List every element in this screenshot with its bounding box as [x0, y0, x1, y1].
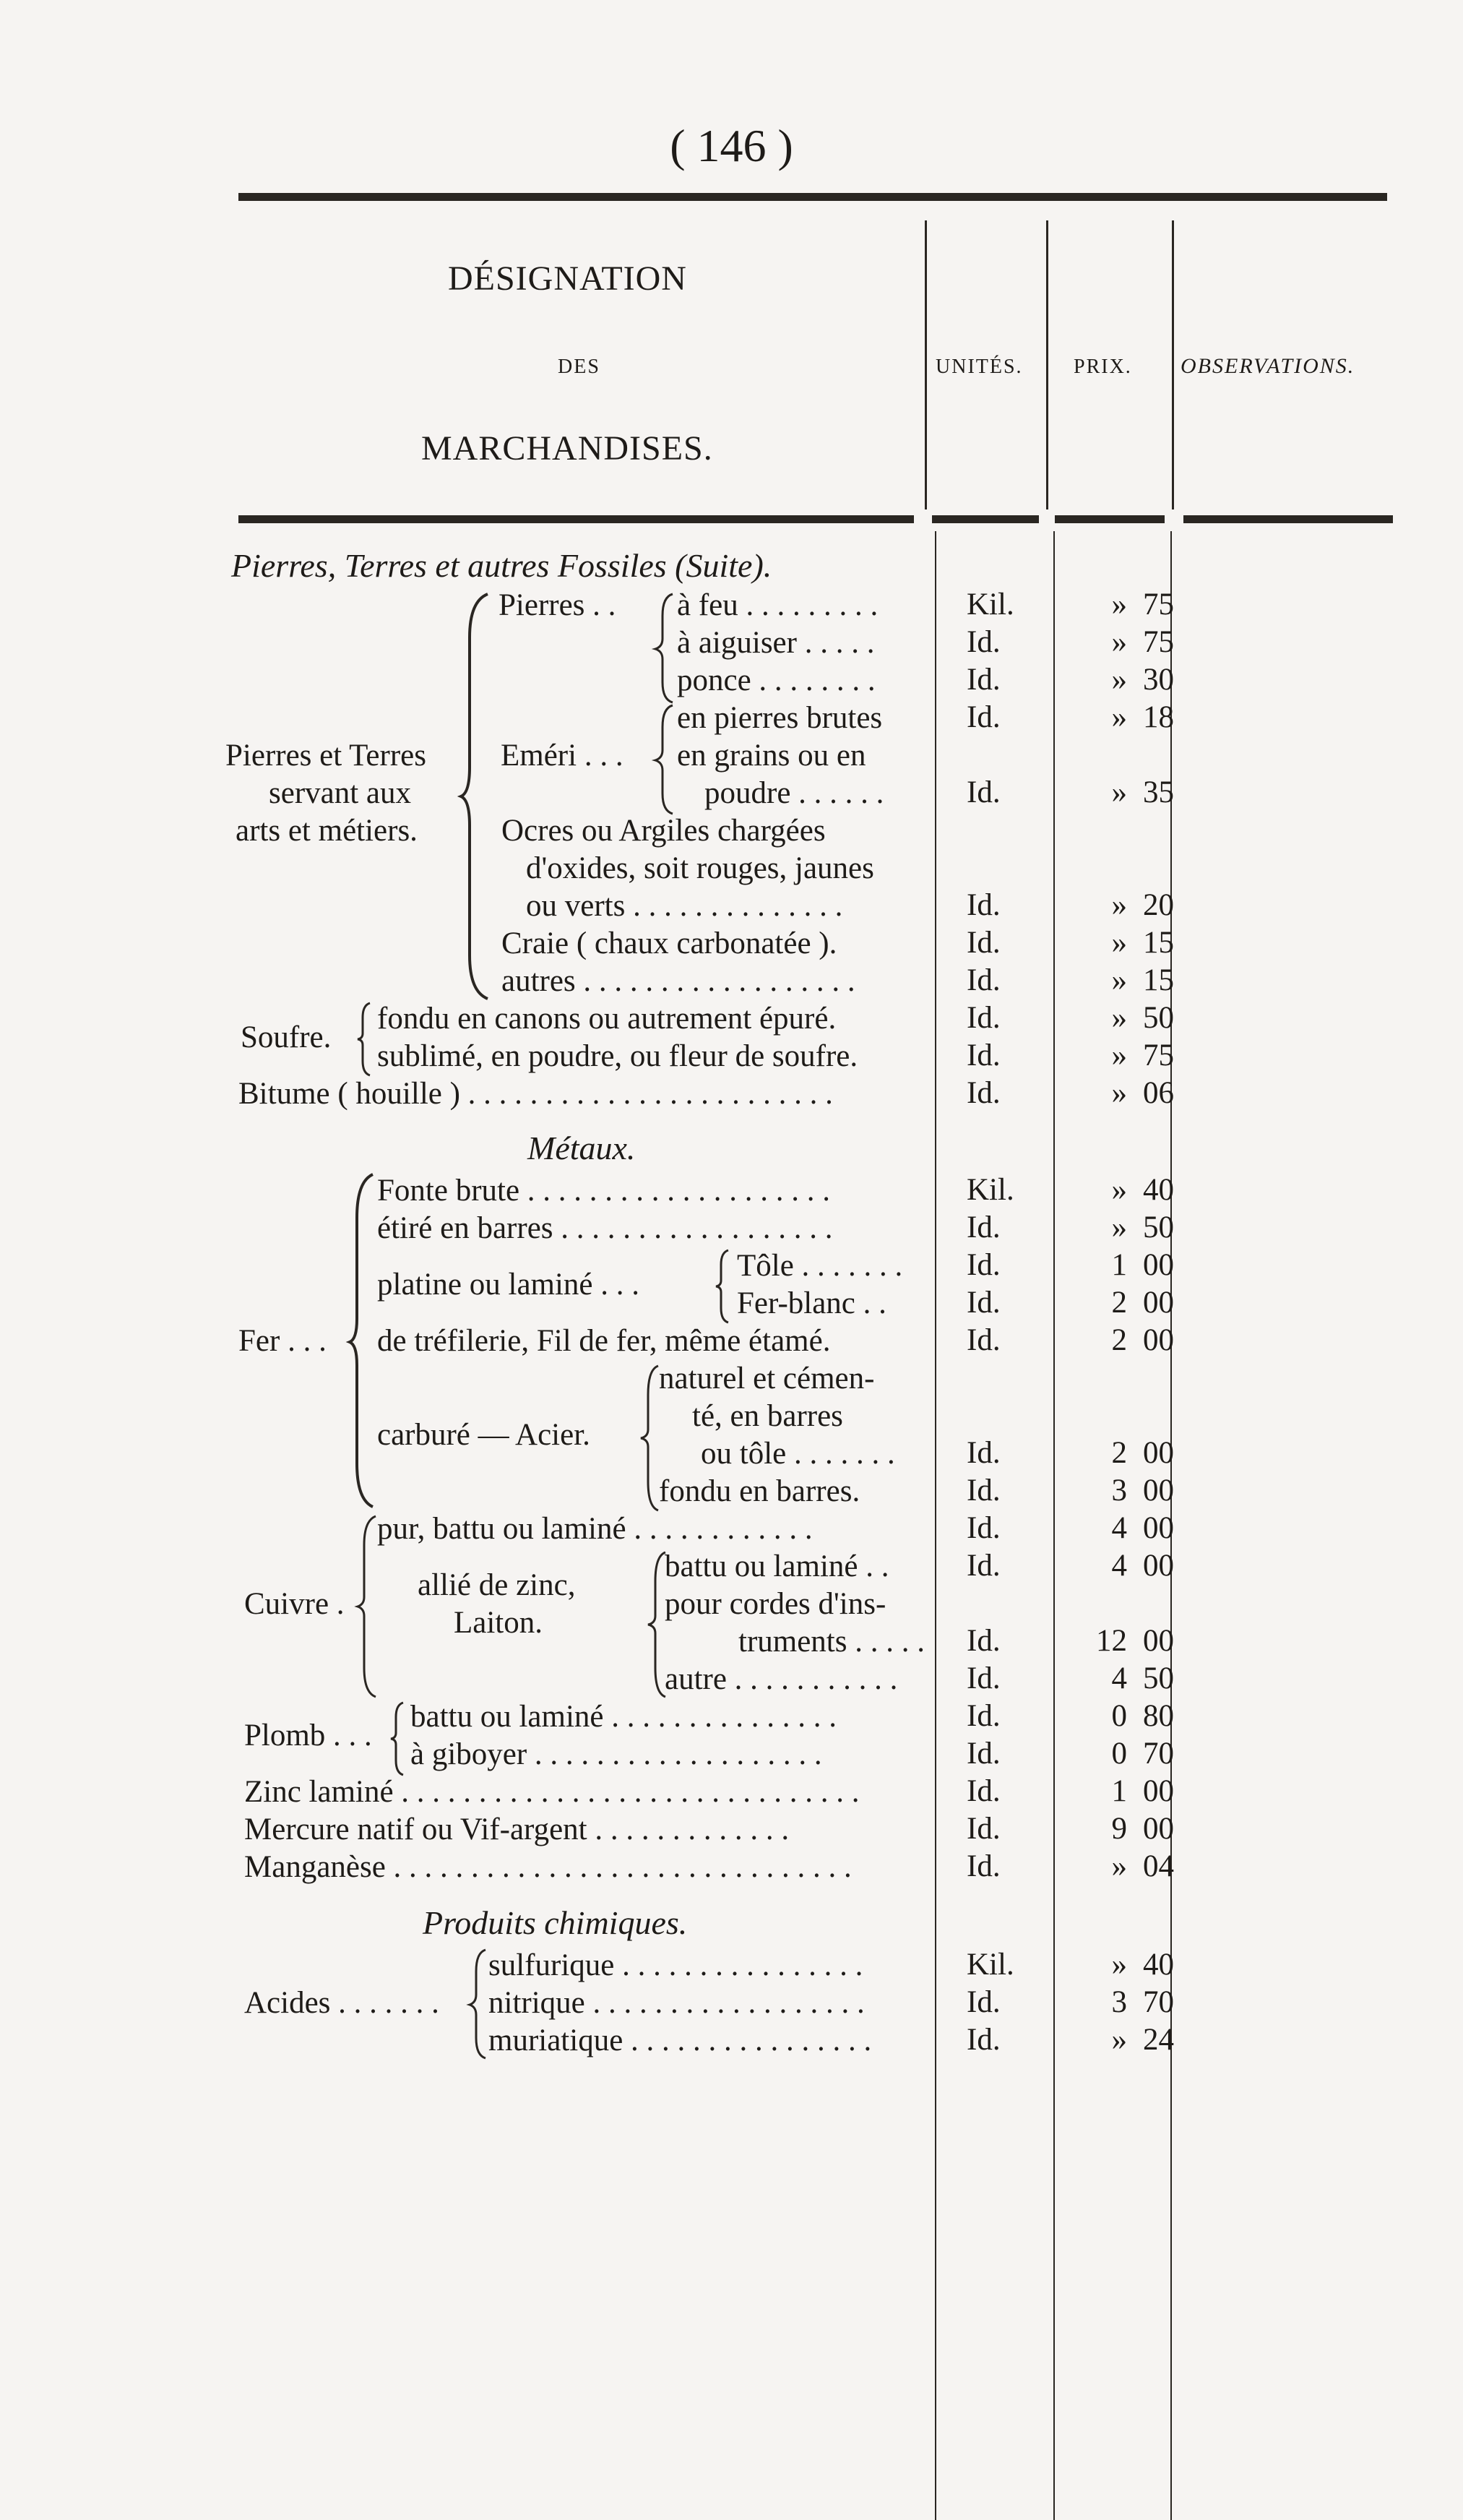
- group-label-cuivre: Cuivre .: [244, 1587, 345, 1621]
- item-text: Fonte brute . . . . . . . . . . . . . . . . . . . .: [377, 1174, 831, 1208]
- item-text: ponce . . . . . . . .: [677, 663, 876, 697]
- price-decimal: 30: [1143, 663, 1174, 697]
- price-integer: 3: [1111, 1474, 1127, 1508]
- item-text: Craie ( chaux carbonatée ).: [501, 926, 837, 960]
- unit-cell: Id.: [967, 1001, 1001, 1035]
- price-integer: 4: [1111, 1661, 1127, 1695]
- unit-cell: Id.: [967, 1248, 1001, 1282]
- header-prix: PRIX.: [1074, 356, 1132, 378]
- price-decimal: 06: [1143, 1076, 1174, 1110]
- price-decimal: 00: [1143, 1286, 1174, 1320]
- price-integer: »: [1111, 1849, 1127, 1883]
- header-rule-observations: [1183, 515, 1393, 523]
- price-integer: »: [1111, 663, 1127, 697]
- brace-plomb: [390, 1703, 406, 1779]
- unit-cell: Kil.: [967, 588, 1014, 622]
- brace-emeri: [654, 705, 676, 817]
- column-divider-2: [1053, 531, 1055, 2520]
- unit-cell: Id.: [967, 625, 1001, 659]
- item-text: truments . . . . .: [738, 1625, 925, 1659]
- brace-soufre: [357, 1003, 373, 1079]
- unit-cell: Id.: [967, 1076, 1001, 1110]
- column-divider-3-top: [1172, 220, 1174, 509]
- item-text: en pierres brutes: [677, 701, 883, 735]
- unit-cell: Id.: [967, 1985, 1001, 2019]
- item-text: d'oxides, soit rouges, jaunes: [526, 851, 874, 885]
- price-integer: 9: [1111, 1812, 1127, 1846]
- price-integer: »: [1111, 775, 1127, 809]
- price-integer: »: [1111, 1076, 1127, 1110]
- unit-cell: Kil.: [967, 1948, 1014, 1982]
- unit-cell: Id.: [967, 1699, 1001, 1733]
- unit-cell: Id.: [967, 1323, 1001, 1357]
- header-rule-unites: [932, 515, 1039, 523]
- unit-cell: Id.: [967, 1661, 1001, 1695]
- unit-cell: Id.: [967, 1549, 1001, 1583]
- price-integer: »: [1111, 926, 1127, 960]
- brace-platine: [715, 1250, 731, 1326]
- unit-cell: Id.: [967, 1286, 1001, 1320]
- item-text: nitrique . . . . . . . . . . . . . . . . . .: [488, 1986, 865, 2020]
- price-decimal: 50: [1143, 1001, 1174, 1035]
- item-text: Tôle . . . . . . .: [737, 1249, 903, 1283]
- price-integer: 4: [1111, 1511, 1127, 1545]
- price-decimal: 00: [1143, 1624, 1174, 1658]
- price-integer: 2: [1111, 1323, 1127, 1357]
- item-text: à giboyer . . . . . . . . . . . . . . . . . . .: [410, 1737, 822, 1771]
- item-text: té, en barres: [692, 1399, 843, 1433]
- item-text: Mercure natif ou Vif-argent . . . . . . . . . . . . .: [244, 1812, 790, 1846]
- section-title-chimiques: Produits chimiques.: [423, 1904, 688, 1941]
- price-decimal: 35: [1143, 775, 1174, 809]
- sub-label-pierres: Pierres . .: [499, 588, 616, 622]
- price-decimal: 00: [1143, 1248, 1174, 1282]
- price-decimal: 75: [1143, 588, 1174, 622]
- price-integer: »: [1111, 1173, 1127, 1207]
- item-text: ou tôle . . . . . . .: [701, 1437, 895, 1471]
- price-decimal: 20: [1143, 888, 1174, 922]
- brace-pierres: [654, 594, 676, 706]
- group-label-arts: arts et métiers.: [236, 814, 418, 848]
- sub-label-platine: platine ou laminé . . .: [377, 1268, 640, 1302]
- price-decimal: 75: [1143, 625, 1174, 659]
- price-integer: »: [1111, 1001, 1127, 1035]
- brace-pierres-terres: [462, 594, 491, 1002]
- unit-cell: Id.: [967, 1624, 1001, 1658]
- price-decimal: 50: [1143, 1210, 1174, 1244]
- column-divider-2-top: [1046, 220, 1048, 509]
- header-unites: UNITÉS.: [936, 356, 1023, 378]
- item-text: fondu en barres.: [659, 1474, 860, 1508]
- item-text: pur, battu ou laminé . . . . . . . . . . . .: [377, 1512, 813, 1546]
- brace-cuivre: [357, 1516, 379, 1700]
- price-decimal: 18: [1143, 700, 1174, 734]
- item-text: autre . . . . . . . . . . .: [665, 1662, 898, 1696]
- unit-cell: Id.: [967, 926, 1001, 960]
- price-decimal: 40: [1143, 1173, 1174, 1207]
- price-decimal: 00: [1143, 1549, 1174, 1583]
- sub-label-carbure: carburé — Acier.: [377, 1418, 590, 1452]
- header-des: DES: [558, 356, 600, 378]
- group-label-soufre: Soufre.: [241, 1020, 332, 1054]
- item-text: sulfurique . . . . . . . . . . . . . . . .: [488, 1948, 863, 1982]
- item-text: Zinc laminé . . . . . . . . . . . . . . . . . . . . . . . . . . . . . .: [244, 1775, 860, 1809]
- price-decimal: 70: [1143, 1985, 1174, 2019]
- item-text: de tréfilerie, Fil de fer, même étamé.: [377, 1324, 831, 1358]
- price-decimal: 00: [1143, 1323, 1174, 1357]
- group-label-plomb: Plomb . . .: [244, 1719, 372, 1753]
- header-observations: OBSERVATIONS.: [1181, 354, 1355, 378]
- price-integer: »: [1111, 1038, 1127, 1072]
- brace-fer: [350, 1174, 376, 1510]
- price-decimal: 00: [1143, 1812, 1174, 1846]
- price-integer: 12: [1096, 1624, 1127, 1658]
- header-rule-prix: [1055, 515, 1165, 523]
- unit-cell: Kil.: [967, 1173, 1014, 1207]
- unit-cell: Id.: [967, 775, 1001, 809]
- unit-cell: Id.: [967, 1849, 1001, 1883]
- price-integer: »: [1111, 963, 1127, 997]
- price-decimal: 00: [1143, 1474, 1174, 1508]
- item-text: fondu en canons ou autrement épuré.: [377, 1002, 837, 1036]
- unit-cell: Id.: [967, 1436, 1001, 1470]
- price-decimal: 75: [1143, 1038, 1174, 1072]
- unit-cell: Id.: [967, 1511, 1001, 1545]
- item-text: battu ou laminé . . . . . . . . . . . . . . .: [410, 1700, 837, 1734]
- item-text: Ocres ou Argiles chargées: [501, 814, 826, 848]
- price-decimal: 04: [1143, 1849, 1174, 1883]
- group-label-pierres-terres: Pierres et Terres: [225, 739, 426, 773]
- price-integer: 2: [1111, 1436, 1127, 1470]
- unit-cell: Id.: [967, 2023, 1001, 2057]
- price-integer: »: [1111, 1210, 1127, 1244]
- item-text: à aiguiser . . . . .: [677, 626, 875, 660]
- item-text: poudre . . . . . .: [704, 776, 884, 810]
- brace-acides: [468, 1950, 488, 2062]
- price-integer: »: [1111, 1948, 1127, 1982]
- unit-cell: Id.: [967, 1812, 1001, 1846]
- item-text: étiré en barres . . . . . . . . . . . . . . . . . .: [377, 1211, 833, 1245]
- item-text: à feu . . . . . . . . .: [677, 588, 879, 622]
- section-title-pierres: Pierres, Terres et autres Fossiles (Suite).: [231, 547, 772, 584]
- group-label-acides: Acides . . . . . . .: [244, 1986, 439, 2020]
- unit-cell: Id.: [967, 1210, 1001, 1244]
- price-integer: 0: [1111, 1737, 1127, 1771]
- column-divider-1: [935, 531, 936, 2520]
- item-text: Fer-blanc . .: [737, 1286, 886, 1320]
- sub-label-laiton: Laiton.: [454, 1606, 543, 1640]
- price-decimal: 80: [1143, 1699, 1174, 1733]
- unit-cell: Id.: [967, 663, 1001, 697]
- unit-cell: Id.: [967, 1737, 1001, 1771]
- column-divider-1-top: [925, 220, 927, 509]
- price-integer: 3: [1111, 1985, 1127, 2019]
- header-marchandises: MARCHANDISES.: [421, 429, 713, 468]
- price-decimal: 40: [1143, 1948, 1174, 1982]
- item-text: pour cordes d'ins-: [665, 1587, 886, 1621]
- unit-cell: Id.: [967, 1774, 1001, 1808]
- price-integer: 4: [1111, 1549, 1127, 1583]
- price-integer: »: [1111, 700, 1127, 734]
- brace-carbure: [639, 1366, 661, 1514]
- item-text: autres . . . . . . . . . . . . . . . . . .: [501, 964, 855, 998]
- header-designation: DÉSIGNATION: [448, 259, 687, 298]
- price-integer: »: [1111, 2023, 1127, 2057]
- item-text: battu ou laminé . .: [665, 1549, 889, 1583]
- unit-cell: Id.: [967, 963, 1001, 997]
- sub-label-allie: allié de zinc,: [418, 1568, 576, 1602]
- price-decimal: 15: [1143, 926, 1174, 960]
- header-rule-designation: [238, 515, 914, 523]
- item-text: sublimé, en poudre, ou fleur de soufre.: [377, 1039, 858, 1073]
- group-label-servant: servant aux: [269, 776, 412, 810]
- section-title-metaux: Métaux.: [527, 1130, 636, 1166]
- price-integer: 0: [1111, 1699, 1127, 1733]
- price-integer: »: [1111, 625, 1127, 659]
- price-integer: 1: [1111, 1248, 1127, 1282]
- price-decimal: 00: [1143, 1511, 1174, 1545]
- sub-label-emeri: Eméri . . .: [501, 739, 623, 773]
- unit-cell: Id.: [967, 1474, 1001, 1508]
- unit-cell: Id.: [967, 1038, 1001, 1072]
- price-integer: »: [1111, 888, 1127, 922]
- price-decimal: 50: [1143, 1661, 1174, 1695]
- price-decimal: 15: [1143, 963, 1174, 997]
- item-text: naturel et cémen-: [659, 1362, 875, 1396]
- price-decimal: 24: [1143, 2023, 1174, 2057]
- item-text: ou verts . . . . . . . . . . . . . .: [526, 889, 843, 923]
- price-integer: 1: [1111, 1774, 1127, 1808]
- item-text: en grains ou en: [677, 739, 866, 773]
- unit-cell: Id.: [967, 700, 1001, 734]
- price-integer: »: [1111, 588, 1127, 622]
- price-decimal: 00: [1143, 1436, 1174, 1470]
- unit-cell: Id.: [967, 888, 1001, 922]
- price-decimal: 70: [1143, 1737, 1174, 1771]
- price-integer: 2: [1111, 1286, 1127, 1320]
- item-text: Manganèse . . . . . . . . . . . . . . . . . . . . . . . . . . . . . .: [244, 1850, 852, 1884]
- page-number: ( 146 ): [670, 120, 793, 171]
- item-text-bitume: Bitume ( houille ) . . . . . . . . . . . . . . . . . . . . . . . .: [238, 1077, 833, 1111]
- item-text: muriatique . . . . . . . . . . . . . . . .: [488, 2024, 872, 2057]
- price-decimal: 00: [1143, 1774, 1174, 1808]
- top-rule: [238, 193, 1387, 201]
- group-label-fer: Fer . . .: [238, 1324, 327, 1358]
